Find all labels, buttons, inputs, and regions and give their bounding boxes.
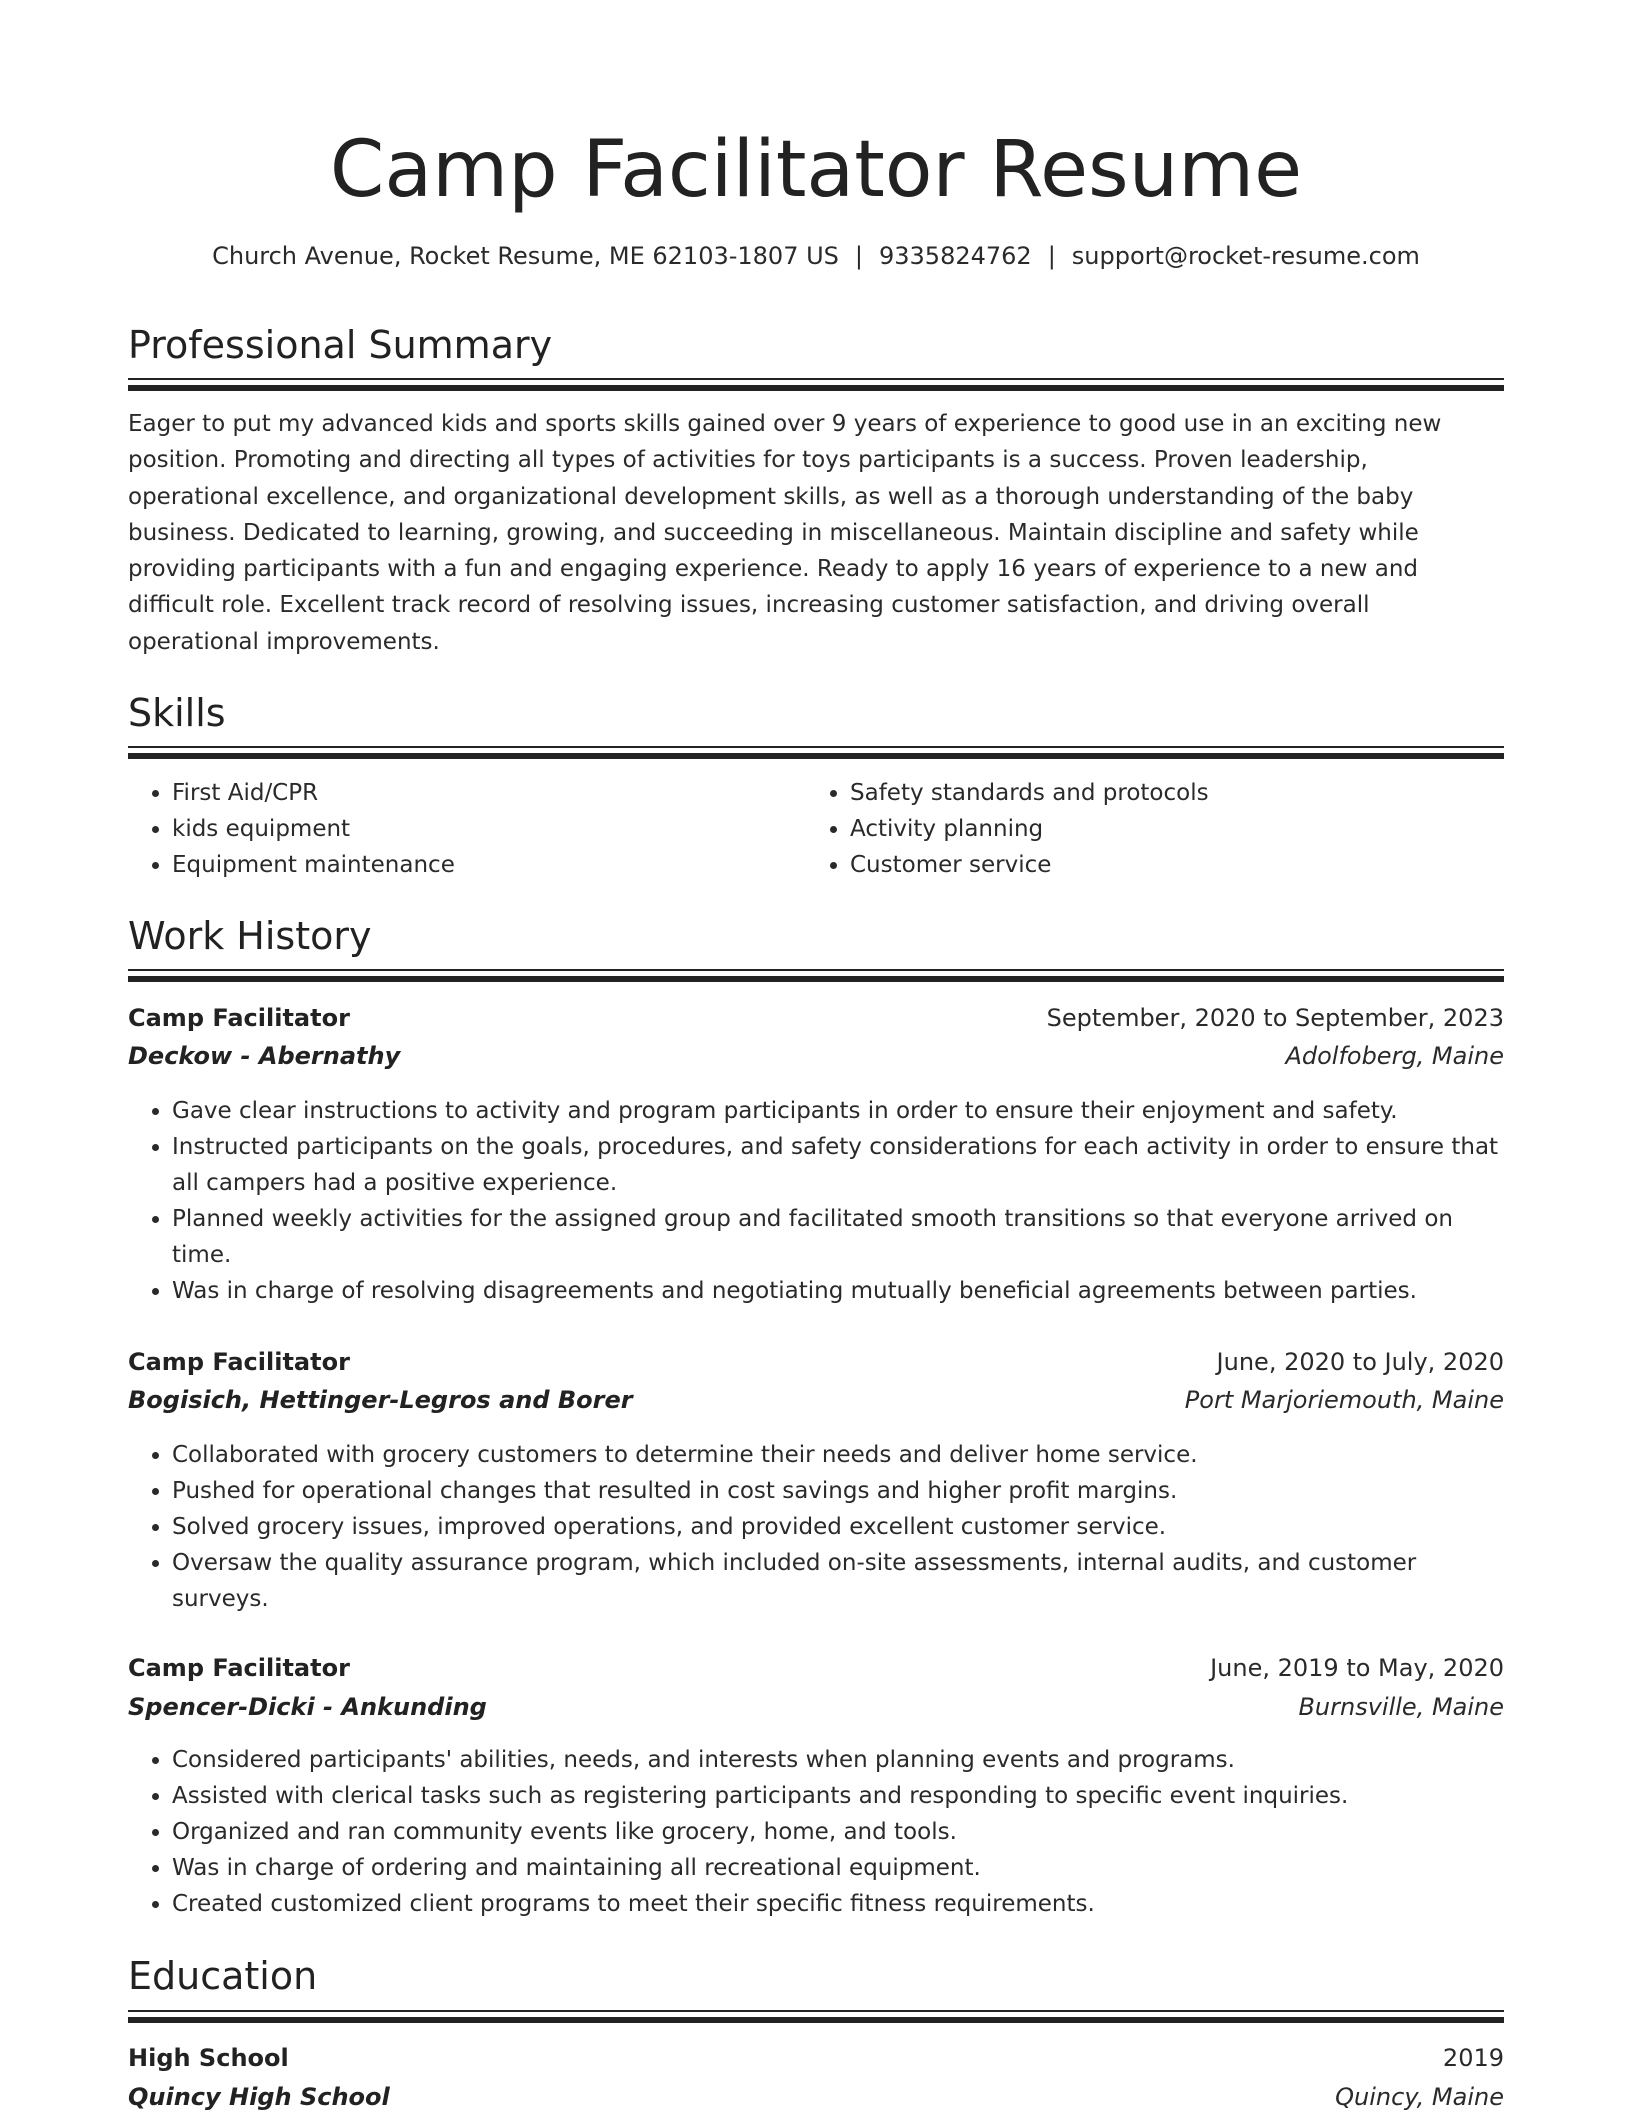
job-location: Port Marjoriemouth, Maine [1184, 1386, 1504, 1414]
skill-item: • Equipment maintenance [172, 847, 804, 883]
job-employer [128, 1381, 1504, 1419]
job-dates: June, 2020 to July, 2020 [1216, 1348, 1504, 1376]
job-duty-item: • Planned weekly activities for the assigned group and facilitated smooth transitions so that everyone arrived on time. [172, 1201, 1504, 1273]
job-header [128, 1343, 1504, 1381]
section-divider [128, 969, 1504, 982]
job-location: Burnsville, Maine [1298, 1693, 1504, 1721]
job-header [128, 999, 1504, 1037]
job-duty-item: • Gave clear instructions to activity and program participants in order to ensure their enjoyment and safety. [172, 1093, 1504, 1129]
skill-item: • Customer service [850, 847, 1504, 883]
job-duty-item: • Considered participants' abilities, needs, and interests when planning events and programs. [172, 1742, 1504, 1778]
summary-text: Eager to put my advanced kids and sports skills gained over 9 years of experience to good use in an exciting new position. Promoting and directing all types of activities for toys participants is a success. Proven leadership, operational excellence, and organizational development skills, as well as a thorough understanding of the baby business. Dedicated to learning, growing, and succeeding in miscellaneous. Maintain discipline and safety while providing participants with a fun and engaging experience. Ready to apply 16 years of experience to a new and difficult role. Excellent track record of resolving issues, increasing customer satisfaction, and driving overall operational improvements. [128, 411, 1442, 655]
section-divider [128, 378, 1504, 391]
job-duty-item: • Oversaw the quality assurance program, which included on-site assessments, internal audits, and customer surveys. [172, 1545, 1504, 1617]
skills-list-left [128, 775, 804, 883]
job-duty-item: • Organized and ran community events like grocery, home, and tools. [172, 1814, 1504, 1850]
contact-separator: | [854, 242, 863, 270]
contact-phone: 9335824762 [879, 242, 1032, 270]
resume-title: Camp Facilitator Resume [329, 125, 1303, 215]
job-duty-item: • Solved grocery issues, improved operations, and provided excellent customer service. [172, 1509, 1504, 1545]
job-duty-item: • Assisted with clerical tasks such as registering participants and responding to specific event inquiries. [172, 1778, 1504, 1814]
contact-separator: | [1047, 242, 1056, 270]
skill-item: • First Aid/CPR [172, 775, 804, 811]
job-duties [128, 1437, 1504, 1617]
education-year: 2019 [1442, 2044, 1504, 2072]
job-company: Deckow - Abernathy [128, 1042, 401, 1070]
job-duty-item: • Was in charge of ordering and maintaining all recreational equipment. [172, 1850, 1504, 1886]
job-employer [128, 1688, 1504, 1726]
job-duties [128, 1742, 1504, 1922]
job-dates: September, 2020 to September, 2023 [1046, 1004, 1504, 1032]
section-divider [128, 746, 1504, 759]
job-employer [128, 1037, 1504, 1075]
contact-email: support@rocket-resume.com [1071, 242, 1420, 270]
education-location: Quincy, Maine [1335, 2083, 1504, 2111]
contact-line [128, 238, 1504, 274]
job-duty-item: • Created customized client programs to meet their specific fitness requirements. [172, 1886, 1504, 1922]
job-header [128, 1649, 1504, 1687]
job-location: Adolfoberg, Maine [1285, 1042, 1504, 1070]
job-duty-item: • Instructed participants on the goals, procedures, and safety considerations for each activity in order to ensure that all campers had a positive experience. [172, 1129, 1504, 1201]
job-dates: June, 2019 to May, 2020 [1210, 1654, 1504, 1682]
job-duty-item: • Pushed for operational changes that resulted in cost savings and higher profit margins. [172, 1473, 1504, 1509]
job-title: Camp Facilitator [128, 1654, 350, 1682]
section-title-education: Education [128, 1954, 318, 1998]
job-title: Camp Facilitator [128, 1004, 350, 1032]
section-title-work-history: Work History [128, 914, 372, 958]
job-duty-item: • Was in charge of resolving disagreements and negotiating mutually beneficial agreements between parties. [172, 1273, 1504, 1309]
education-header [128, 2039, 1504, 2077]
section-title-skills: Skills [128, 691, 226, 735]
job-company: Bogisich, Hettinger-Legros and Borer [128, 1386, 633, 1414]
job-duty-item: • Collaborated with grocery customers to determine their needs and deliver home service. [172, 1437, 1504, 1473]
skill-item: • kids equipment [172, 811, 804, 847]
education-school: Quincy High School [128, 2083, 390, 2111]
job-duties [128, 1093, 1504, 1310]
contact-address: Church Avenue, Rocket Resume, ME 62103-1807 US [212, 242, 839, 270]
skills-list-right [806, 775, 1504, 883]
skill-item: • Safety standards and protocols [850, 775, 1504, 811]
job-company: Spencer-Dicki - Ankunding [128, 1693, 487, 1721]
education-degree: High School [128, 2044, 289, 2072]
job-title: Camp Facilitator [128, 1348, 350, 1376]
skill-item: • Activity planning [850, 811, 1504, 847]
section-divider [128, 2010, 1504, 2023]
education-school-row [128, 2078, 1504, 2116]
section-title-summary: Professional Summary [128, 323, 553, 367]
